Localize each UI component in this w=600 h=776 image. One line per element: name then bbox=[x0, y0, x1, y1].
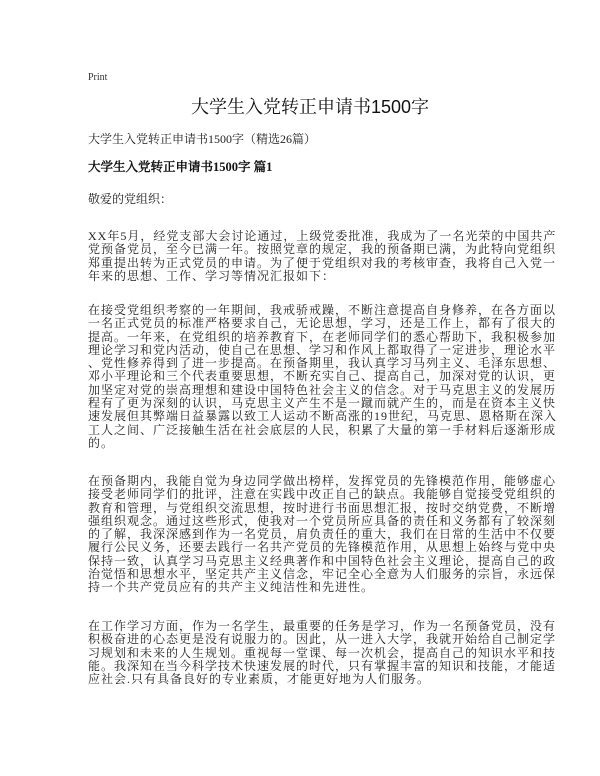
paragraph-line: 接受老师同学们的批评，注意在实践中改正自己的缺点。我能够自觉接受党组织的 bbox=[88, 487, 557, 502]
paragraph-line: 在预备期内，我能自觉为身边同学做出榜样，发挥党员的先锋模范作用，能够虚心 bbox=[88, 474, 557, 488]
paragraph-line: 持一个共产党员应有的共产主义纯洁性和先进性。 bbox=[88, 580, 375, 595]
print-label: Print bbox=[88, 72, 108, 83]
paragraph-line: 提高。一年来，在党组织的培养教育下，在老师同学们的悉心帮助下，我积极参加 bbox=[88, 329, 557, 344]
paragraph-line: 应社会.只有具备良好的专业素质，才能更好地为人们服务。 bbox=[88, 672, 431, 687]
paragraph-line: 习规划和未来的人生规划。重视每一堂课、每一次机会，提高自己的知识水平和技 bbox=[88, 645, 557, 660]
paragraph-line: 邓小平理论和三个代表重要思想，不断充实自己、提高自己，加深对党的认识，更 bbox=[88, 369, 557, 384]
paragraph-line: 理论学习和党内活动，使自己在思想、学习和作风上都取得了一定进步，理论水平 bbox=[88, 342, 557, 357]
paragraph-line: 党预备党员，至今已满一年。按照党章的规定，我的预备期已满，为此特向党组织 bbox=[88, 242, 557, 257]
paragraph-line: 、党性修养得到了进一步提高。在预备期里，我认真学习马列主义、毛泽东思想、 bbox=[88, 356, 557, 371]
paragraph-line: 教育和管理，与党组织交流思想，按时进行书面思想汇报，按时交纳党费，不断增 bbox=[88, 500, 557, 515]
paragraph-line: 履行公民义务，还要去践行一名共产党员的先锋模范作用，从思想上始终与党中央 bbox=[88, 540, 557, 555]
greeting: 敬爱的党组织： bbox=[88, 192, 173, 206]
paragraph-line: 的了解，我深深感到作为一名党员，肩负责任的重大，我们在日常的生活中不仅要 bbox=[88, 527, 557, 542]
paragraph-line: 郑重提出转为正式党员的申请。为了便于党组织对我的考核审查，我将自己入党一 bbox=[88, 255, 557, 270]
paragraph-line: 强组织观念。通过这些形式，使我对一个党员所应具备的责任和义务都有了较深刻 bbox=[88, 513, 557, 528]
paragraph-line: 工人之间、广泛接触生活在社会底层的人民，积累了大量的第一手材料后逐渐形成 bbox=[88, 422, 557, 437]
paragraph-line: 的。 bbox=[88, 435, 115, 450]
paragraph-line: 积极奋进的心态更是没有说服力的。因此，从一进入大学，我就开始给自己制定学 bbox=[88, 632, 557, 647]
paragraph-line: 在工作学习方面，作为一名学生，最重要的任务是学习，作为一名预备党员，没有 bbox=[88, 619, 557, 633]
paragraph-line: 年来的思想、工作、学习等情况汇报如下： bbox=[88, 268, 336, 283]
section-heading: 大学生入党转正申请书1500字 篇1 bbox=[88, 160, 273, 174]
paragraph-line: 治觉悟和思想水平，坚定共产主义信念，牢记全心全意为人们服务的宗旨，永远保 bbox=[88, 567, 557, 582]
paragraph-line: XX年5月，经党支部大会讨论通过，上级党委批准，我成为了一名光荣的中国共产 bbox=[88, 229, 557, 243]
body-paragraph bbox=[88, 619, 557, 687]
paragraph-line: 保持一致，认真学习马克思主义经典著作和中国特色社会主义理论，提高自己的政 bbox=[88, 553, 557, 568]
body-paragraph bbox=[88, 474, 557, 595]
document-subtitle: 大学生入党转正申请书1500字（精选26篇） bbox=[88, 132, 317, 146]
paragraph-line: 一名正式党员的标准严格要求自己，无论思想，学习，还是工作上，都有了很大的 bbox=[88, 316, 557, 331]
body-paragraph bbox=[88, 303, 558, 450]
document-title: 大学生入党转正申请书1500字 bbox=[190, 97, 430, 117]
paragraph-line: 在接受党组织考察的一年期间，我戒骄戒躁，不断注意提高自身修养，在各方面以 bbox=[88, 303, 557, 317]
body-paragraph bbox=[88, 229, 557, 283]
paragraph-line: 加坚定对党的崇高理想和建设中国特色社会主义的信念。对于马克思主义的发展历 bbox=[88, 382, 557, 397]
paragraph-line: 程有了更为深刻的认识，马克思主义产生不是一蹴而就产生的，而是在资本主义快 bbox=[88, 396, 557, 411]
paragraph-line: 速发展但其弊端日益暴露以致工人运动不断高涨的19世纪，马克思、恩格斯在深入 bbox=[88, 409, 558, 424]
paragraph-line: 能。我深知在当今科学技术快速发展的时代，只有掌握丰富的知识和技能，才能适 bbox=[88, 658, 557, 673]
